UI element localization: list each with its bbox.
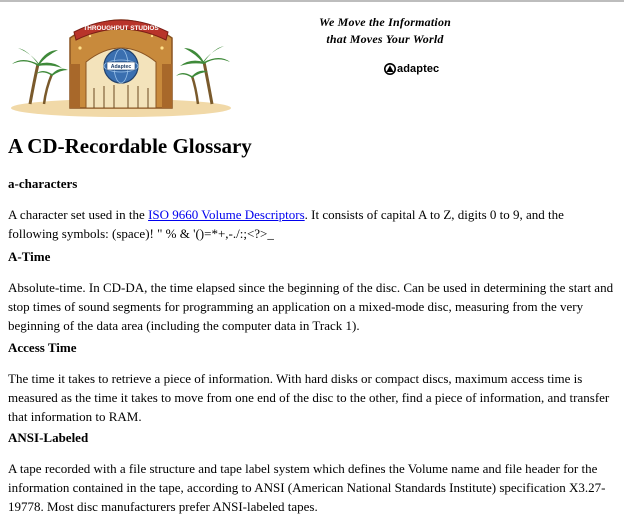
tagline-line-1: We Move the Information xyxy=(318,15,452,29)
studio-sign-text: THROUGHPUT STUDIOS xyxy=(83,25,159,32)
glossary-definition: A tape recorded with a file structure and tape label system which defines the Volume name and file header for the information contained in the tape, according to ANSI (American National Standards Institute) specification X3.27-19778. Most disc manufacturers prefer ANSI-labeled tapes. xyxy=(8,461,606,514)
top-rule xyxy=(0,0,624,2)
glossary-entry-a-time xyxy=(8,248,616,335)
glossary-definition xyxy=(8,205,616,243)
definition-text: . It consists of capital A to Z, digits 0 to 9, and the following symbols: (space)! " % & '()=*+,-./:;<?>_ xyxy=(8,207,564,241)
throughput-studios-banner xyxy=(8,4,234,116)
glossary-definition: Absolute-time. In CD-DA, the time elapsed since the beginning of the disc. Can be used in determining the start and stop times of sound segments for programming an application on a mixed-mode disc, measuring from the very beginning of the data area (including the computer data in Track 1). xyxy=(8,280,614,333)
glossary-term: ANSI-Labeled xyxy=(8,430,89,445)
arch-sign-text: Adaptec xyxy=(110,64,132,71)
glossary-definition: The time it takes to retrieve a piece of information. With hard disks or compact discs, maximum access time is measured as the time it takes to move from one end of the disc to the other, find a piece of information, and transfer that information to RAM. xyxy=(8,371,610,424)
glossary-term: A-Time xyxy=(8,249,51,264)
adaptec-logo-icon xyxy=(384,63,396,75)
adaptec-wordmark: adaptec xyxy=(397,63,440,75)
glossary-entry-access-time xyxy=(8,339,616,426)
glossary-term: a-characters xyxy=(8,176,78,191)
tagline-line-2: that Moves Your World xyxy=(326,32,444,46)
glossary-term: Access Time xyxy=(8,340,77,355)
glossary-entry-a-characters xyxy=(8,175,616,243)
company-tagline xyxy=(300,14,470,48)
definition-text: A character set used in the xyxy=(8,207,149,222)
adaptec-logo xyxy=(384,62,439,76)
glossary-entry-ansi-labeled xyxy=(8,429,616,516)
page-title: A CD-Recordable Glossary xyxy=(8,134,252,158)
iso-9660-volume-descriptors-link[interactable]: ISO 9660 Volume Descriptors xyxy=(148,207,305,222)
